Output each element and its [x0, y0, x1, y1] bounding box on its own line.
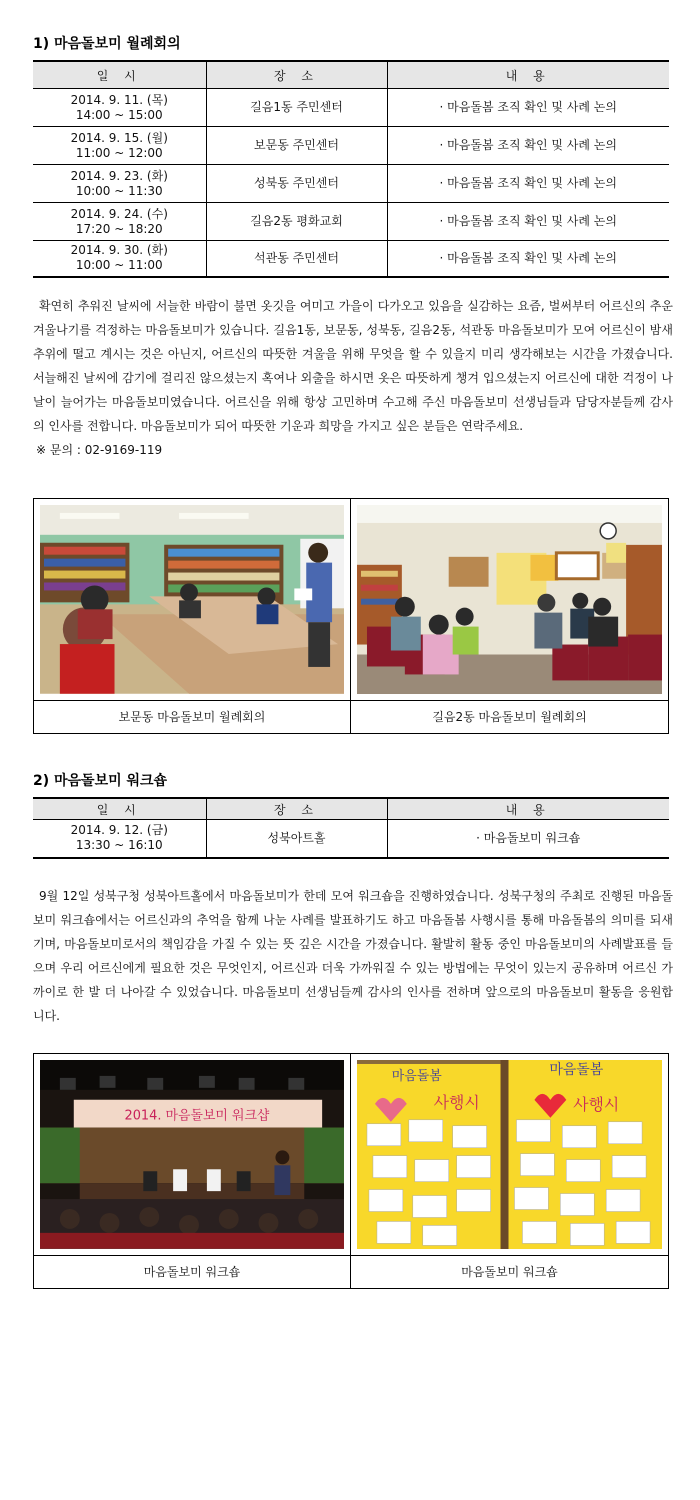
- section1-title: 1) 마음돌보미 월례회의: [33, 36, 181, 52]
- table-row: [33, 820, 669, 858]
- table-row: [33, 203, 669, 241]
- table-header-row: [33, 798, 669, 820]
- photo-cell: [34, 499, 351, 700]
- cell-place: 길음1동 주민센터: [206, 89, 387, 127]
- board-subtitle-left: 사행시: [433, 1092, 480, 1112]
- cell-place: 성북동 주민센터: [206, 165, 387, 203]
- section2-title: 2) 마음돌보미 워크숍: [33, 773, 168, 789]
- section1-body: [33, 294, 673, 462]
- meeting-schedule-table: [33, 60, 669, 278]
- library-meeting-photo: [40, 505, 344, 694]
- cell-content: · 마음돌봄 조직 확인 및 사례 논의: [387, 203, 669, 241]
- cell-content: · 마음돌봄 조직 확인 및 사례 논의: [387, 241, 669, 277]
- cell-datetime: 2014. 9. 23. (화) 10:00 ~ 11:30: [33, 165, 206, 203]
- photo-cell: [351, 1054, 668, 1255]
- photo-caption: 마음돌보미 워크숍: [34, 1256, 351, 1288]
- cell-content: · 마음돌봄 조직 확인 및 사례 논의: [387, 165, 669, 203]
- photo-caption: 마음돌보미 워크숍: [461, 1265, 558, 1280]
- meeting-photo-table: [33, 498, 669, 734]
- church-meeting-photo: [357, 505, 662, 694]
- section2-body: [33, 884, 673, 1028]
- cell-datetime: 2014. 9. 11. (목) 14:00 ~ 15:00: [33, 89, 206, 127]
- section2-paragraph: 9월 12일 성북구청 성북아트홀에서 마음돌보미가 한데 모여 워크숍을 진행하였습니다. 성북구청의 주최로 진행된 마음돌보미 워크숍에서는 어르신과의 추억을 함께 나눈 사례를 발표하기도 하고 마음돌봄 사행시를 통해 마음돌봄의 의미를 되새기며, 마음돌보미로서의 책임감을 가질 수 있는 뜻 깊은 시간을 가졌습니다. 활발히 활동 중인 마음돌보미의 사례발표를 들으며 우리 어르신에게 필요한 것은 무엇인지, 어르신과 더욱 가까워질 수 있는 방법에는 무엇이 있는지 공유하며 어르신 가까이로 한 발 더 나아갈 수 있었습니다. 마음돌보미 선생님들께 감사의 인사를 전하며 앞으로의 마음돌보미 활동을 응원합니다.: [33, 889, 673, 1023]
- cell-datetime: 2014. 9. 15. (월) 11:00 ~ 12:00: [33, 127, 206, 165]
- banner-text: 2014. 마음돌보미 워크샵: [124, 1108, 270, 1124]
- cell-place: 성북아트홀: [206, 820, 387, 858]
- photo-caption: 길음2동 마음돌보미 월례회의: [432, 710, 587, 725]
- cell-place: 길음2동 평화교회: [206, 203, 387, 241]
- workshop-stage-photo: [40, 1060, 344, 1249]
- photo-cell: [34, 1054, 351, 1255]
- board-subtitle-right: 사행시: [573, 1094, 620, 1114]
- header-content: 내 용: [387, 61, 669, 89]
- table-row: [33, 127, 669, 165]
- workshop-schedule-table: [33, 797, 669, 859]
- table-row: [33, 89, 669, 127]
- photo-cell: [351, 499, 668, 700]
- cell-content: · 마음돌보미 워크숍: [387, 820, 669, 858]
- table-row: [33, 241, 669, 277]
- cell-datetime: 2014. 9. 12. (금) 13:30 ~ 16:10: [33, 820, 206, 858]
- board-title-right: 마음돌봄: [549, 1061, 604, 1078]
- cell-content: · 마음돌봄 조직 확인 및 사례 논의: [387, 127, 669, 165]
- contact-info: ※ 문의 : 02-9169-119: [36, 443, 163, 457]
- cell-place: 석관동 주민센터: [206, 241, 387, 277]
- header-datetime: 일 시: [33, 798, 206, 820]
- workshop-photo-table: [33, 1053, 669, 1289]
- table-row: [33, 165, 669, 203]
- cell-content: · 마음돌봄 조직 확인 및 사례 논의: [387, 89, 669, 127]
- poem-board-photo: [357, 1060, 662, 1249]
- section1-paragraph: 확연히 추워진 날씨에 서늘한 바람이 불면 옷깃을 여미고 가을이 다가오고 있음을 실감하는 요즘, 벌써부터 어르신의 추운 겨울나기를 걱정하는 마음돌보미가 있습니다. 길음1동, 보문동, 성북동, 길음2동, 석관동 마음돌보미가 모여 어르신이 밤새 추위에 떨고 계시는 것은 아닌지, 어르신의 따뜻한 겨울을 위해 무엇을 할 수 있을지 미리 생각해보는 시간을 가졌습니다. 서늘해진 날씨에 감기에 걸리진 않으셨는지 혹여나 외출을 하시면 옷은 따뜻하게 챙겨 입으셨는지 어르신에 대한 걱정이 나날이 늘어가는 마음돌보미였습니다. 어르신을 위해 항상 고민하며 수고해 주신 마음돌보미 선생님들과 담당자분들께 감사의 인사를 전합니다. 마음돌보미가 되어 따뜻한 기운과 희망을 가지고 싶은 분들은 연락주세요.: [33, 299, 673, 433]
- photo-caption: 보문동 마음돌보미 월례회의: [34, 701, 351, 733]
- board-title-left: 마음돌봄: [391, 1068, 442, 1084]
- header-place: 장 소: [206, 61, 387, 89]
- header-datetime: 일 시: [33, 61, 206, 89]
- cell-place: 보문동 주민센터: [206, 127, 387, 165]
- table-header-row: [33, 61, 669, 89]
- header-place: 장 소: [206, 798, 387, 820]
- header-content: 내 용: [387, 798, 669, 820]
- cell-datetime: 2014. 9. 24. (수) 17:20 ~ 18:20: [33, 203, 206, 241]
- cell-datetime: 2014. 9. 30. (화) 10:00 ~ 11:00: [33, 241, 206, 277]
